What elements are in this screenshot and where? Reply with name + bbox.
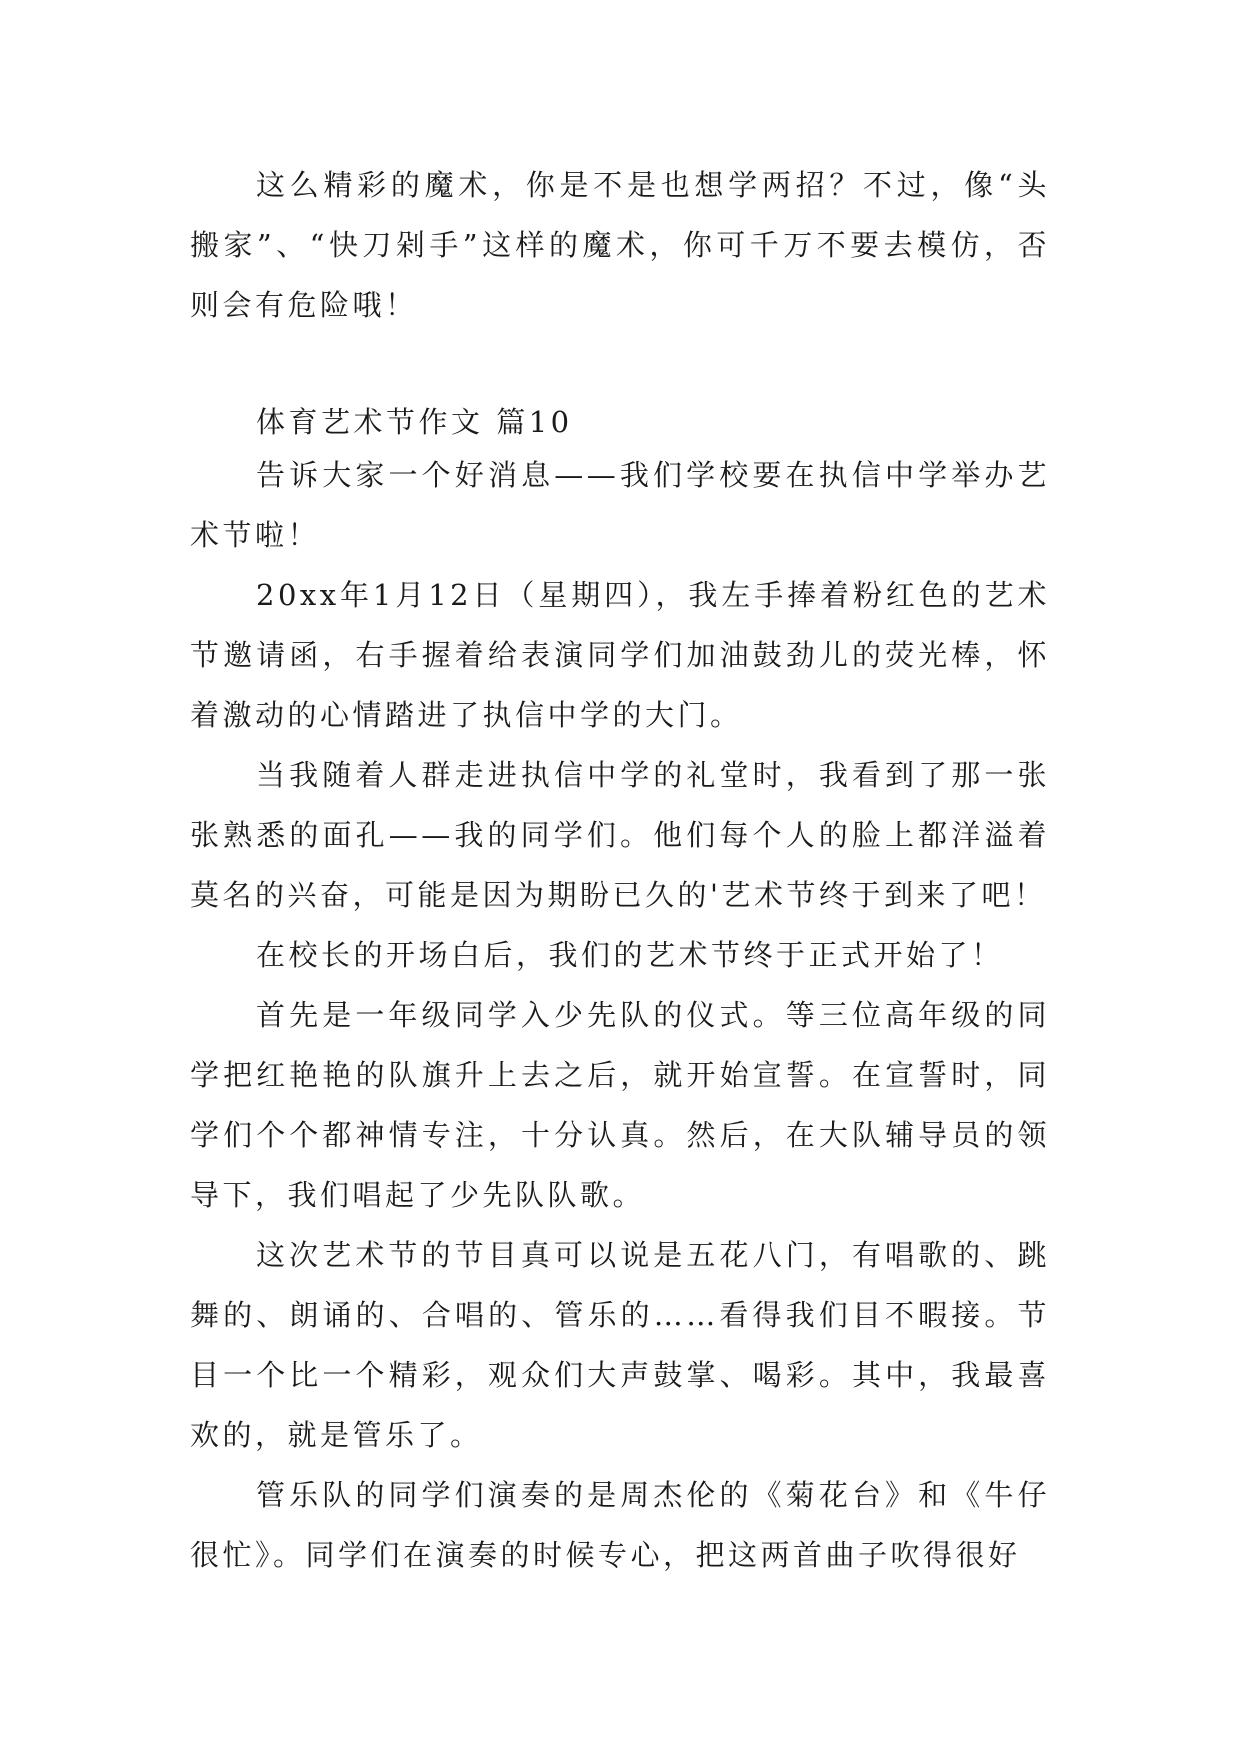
paragraph: 在校长的开场白后，我们的艺术节终于正式开始了！ [256, 938, 1004, 972]
paragraph: 这次艺术节的节目真可以说是五花八门，有唱歌的、跳舞的、朗诵的、合唱的、管乐的……看得我们目不暇接。节目一个比一个精彩，观众们大声鼓掌、喝彩。其中，我最喜欢的，就是管乐了。 [190, 1238, 1050, 1452]
paragraph: 20xx年1月12日（星期四），我左手捧着粉红色的艺术节邀请函，右手握着给表演同学们加油鼓劲儿的荧光棒，怀着激动的心情踏进了执信中学的大门。 [190, 578, 1050, 732]
paragraph: 管乐队的同学们演奏的是周杰伦的《菊花台》和《牛仔很忙》。同学们在演奏的时候专心，把这两首曲子吹得很好 [190, 1478, 1050, 1572]
paragraph: 告诉大家一个好消息——我们学校要在执信中学举办艺术节啦！ [190, 458, 1050, 552]
intro-paragraph: 这么精彩的魔术，你是不是也想学两招？不过，像“头搬家”、“快刀剁手”这样的魔术，你可千万不要去模仿，否则会有危险哦！ [190, 168, 1050, 322]
paragraph: 首先是一年级同学入少先队的仪式。等三位高年级的同学把红艳艳的队旗升上去之后，就开始宣誓。在宣誓时，同学们个个都神情专注，十分认真。然后，在大队辅导员的领导下，我们唱起了少先队队歌。 [190, 998, 1050, 1212]
paragraph: 当我随着人群走进执信中学的礼堂时，我看到了那一张张熟悉的面孔——我的同学们。他们每个人的脸上都洋溢着莫名的兴奋，可能是因为期盼已久的'艺术节终于到来了吧！ [190, 758, 1050, 912]
section-heading: 体育艺术节作文 篇10 [256, 405, 573, 439]
